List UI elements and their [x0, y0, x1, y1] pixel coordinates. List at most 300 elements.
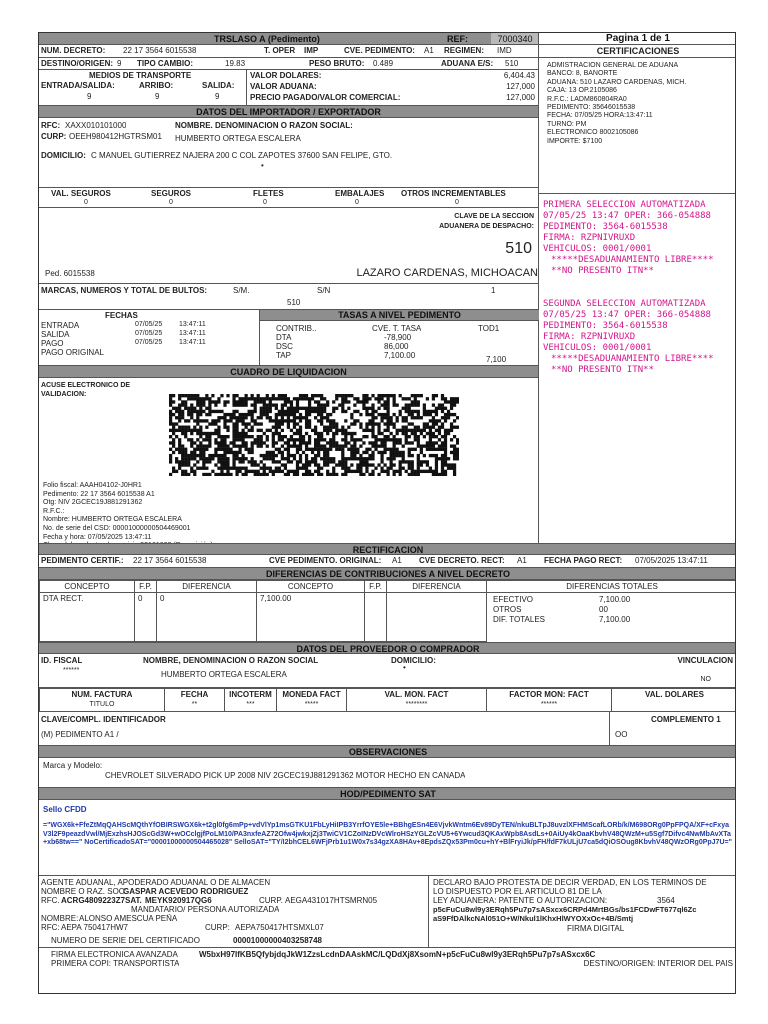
barcode-module: [390, 454, 393, 457]
barcode-module: [284, 441, 287, 444]
barcode-module: [362, 407, 365, 410]
barcode-module: [411, 460, 414, 463]
barcode-module: [205, 457, 208, 460]
barcode-module: [184, 400, 187, 403]
barcode-module: [414, 416, 417, 419]
barcode-module: [320, 467, 323, 470]
barcode-module: [214, 451, 217, 454]
barcode-module: [254, 463, 257, 466]
barcode-module: [426, 397, 429, 400]
barcode-module: [293, 413, 296, 416]
barcode-module: [178, 403, 181, 406]
barcode-module: [223, 441, 226, 444]
barcode-module: [371, 457, 374, 460]
barcode-module: [199, 429, 202, 432]
barcode-module: [296, 397, 299, 400]
barcode-module: [172, 451, 175, 454]
barcode-module: [387, 407, 390, 410]
barcode-module: [377, 407, 380, 410]
barcode-module: [226, 435, 229, 438]
barcode-module: [235, 454, 238, 457]
barcode-module: [242, 429, 245, 432]
barcode-module: [169, 422, 172, 425]
barcode-module: [371, 426, 374, 429]
domicilio-bullet: •: [261, 161, 264, 170]
barcode-module: [223, 457, 226, 460]
barcode-module: [275, 397, 278, 400]
barcode-module: [390, 416, 393, 419]
barcode-module: [199, 403, 202, 406]
barcode-module: [196, 413, 199, 416]
barcode-module: [420, 416, 423, 419]
stamp-line: 07/05/25 13:47 OPER: 366-054888: [543, 310, 711, 320]
barcode-module: [347, 467, 350, 470]
barcode-module: [341, 407, 344, 410]
barcode-module: [353, 444, 356, 447]
barcode-module: [235, 400, 238, 403]
barcode-module: [299, 467, 302, 470]
barcode-module: [205, 467, 208, 470]
barcode-module: [211, 410, 214, 413]
barcode-module: [344, 460, 347, 463]
barcode-module: [441, 467, 444, 470]
barcode-module: [272, 403, 275, 406]
barcode-module: [260, 444, 263, 447]
barcode-module: [371, 435, 374, 438]
barcode-module: [226, 429, 229, 432]
acuse-label: ACUSE ELECTRONICO DE VALIDACION:: [41, 382, 131, 398]
barcode-module: [371, 444, 374, 447]
barcode-module: [232, 397, 235, 400]
barcode-module: [187, 426, 190, 429]
barcode-module: [326, 432, 329, 435]
barcode-module: [444, 454, 447, 457]
barcode-module: [302, 407, 305, 410]
barcode-module: [211, 419, 214, 422]
barcode-module: [172, 400, 175, 403]
peso-bruto-label: PESO BRUTO:: [309, 58, 365, 68]
barcode-module: [453, 403, 456, 406]
barcode-module: [329, 448, 332, 451]
barcode-module: [414, 400, 417, 403]
barcode-module: [344, 400, 347, 403]
barcode-module: [390, 394, 393, 397]
barcode-module: [251, 463, 254, 466]
sat-bar: HOD/PEDIMENTO SAT: [39, 788, 736, 800]
barcode-module: [390, 457, 393, 460]
barcode-module: [287, 454, 290, 457]
barcode-module: [420, 470, 423, 473]
barcode-module: [257, 441, 260, 444]
barcode-module: [278, 448, 281, 451]
barcode-module: [387, 416, 390, 419]
barcode-module: [287, 438, 290, 441]
otros-label: OTROS: [493, 605, 522, 615]
barcode-module: [223, 435, 226, 438]
barcode-module: [435, 435, 438, 438]
barcode-module: [314, 457, 317, 460]
barcode-module: [314, 426, 317, 429]
barcode-module: [220, 454, 223, 457]
barcode-module: [299, 429, 302, 432]
barcode-module: [456, 397, 459, 400]
barcode-module: [423, 407, 426, 410]
barcode-module: [278, 394, 281, 397]
barcode-module: [453, 451, 456, 454]
barcode-module: [438, 444, 441, 447]
barcode-module: [296, 422, 299, 425]
barcode-module: [287, 426, 290, 429]
barcode-module: [320, 444, 323, 447]
barcode-module: [405, 429, 408, 432]
barcode-module: [299, 444, 302, 447]
barcode-module: [281, 470, 284, 473]
fechas-tasas-block: [39, 310, 538, 366]
barcode-module: [368, 413, 371, 416]
barcode-module: [193, 473, 196, 476]
barcode-module: [199, 413, 202, 416]
barcode-module: [299, 413, 302, 416]
razon-value: GASPAR ACEVEDO RODRIGUEZ: [123, 887, 249, 896]
declaro-line: DECLARO BAJO PROTESTA DE DECIR VERDAD, EN LOS TERMINOS DE: [433, 878, 707, 887]
barcode-module: [293, 410, 296, 413]
barcode-module: [290, 410, 293, 413]
barcode-module: [226, 463, 229, 466]
barcode-module: [417, 454, 420, 457]
barcode-module: [365, 410, 368, 413]
barcode-module: [208, 460, 211, 463]
barcode-module: [365, 422, 368, 425]
barcode-module: [178, 451, 181, 454]
barcode-module: [429, 426, 432, 429]
barcode-module: [245, 422, 248, 425]
barcode-module: [350, 470, 353, 473]
barcode-module: [232, 429, 235, 432]
barcode-module: [269, 419, 272, 422]
barcode-module: [408, 397, 411, 400]
barcode-module: [199, 432, 202, 435]
barcode-module: [399, 460, 402, 463]
barcode-module: [408, 407, 411, 410]
barcode-module: [341, 410, 344, 413]
seguros-label: SEGUROS: [151, 189, 192, 198]
barcode-module: [305, 463, 308, 466]
barcode-module: [290, 460, 293, 463]
barcode-module: [199, 400, 202, 403]
valor-aduana-label: VALOR ADUANA:: [250, 82, 317, 91]
barcode-module: [371, 410, 374, 413]
barcode-module: [229, 419, 232, 422]
barcode-module: [190, 457, 193, 460]
barcode-module: [365, 470, 368, 473]
barcode-module: [329, 460, 332, 463]
barcode-module: [393, 457, 396, 460]
barcode-module: [438, 438, 441, 441]
barcode-module: [405, 403, 408, 406]
barcode-module: [396, 454, 399, 457]
barcode-module: [429, 441, 432, 444]
barcode-module: [238, 470, 241, 473]
barcode-module: [441, 426, 444, 429]
barcode-module: [453, 454, 456, 457]
barcode-module: [226, 413, 229, 416]
mandatario-rfc-value: AEPA 750417HW7: [61, 923, 129, 932]
cve-original-label: CVE PEDIMENTO. ORIGINAL:: [269, 556, 382, 566]
stamp-line: PEDIMENTO: 3564-6015538: [543, 222, 668, 232]
barcode-module: [205, 460, 208, 463]
val-seguros-value: 0: [84, 199, 88, 206]
barcode-module: [266, 416, 269, 419]
barcode-module: [377, 426, 380, 429]
barcode-module: [338, 403, 341, 406]
barcode-module: [453, 470, 456, 473]
barcode-module: [266, 467, 269, 470]
barcode-module: [278, 397, 281, 400]
barcode-module: [232, 432, 235, 435]
barcode-module: [175, 435, 178, 438]
barcode-module: [187, 460, 190, 463]
barcode-module: [320, 435, 323, 438]
barcode-module: [251, 435, 254, 438]
certificacion-line: CAJA: 13 OP.2105086: [547, 87, 617, 95]
dif-totales-value: 7,100.00: [599, 615, 631, 625]
barcode-module: [383, 422, 386, 425]
certificacion-line: TURNO: PM: [547, 120, 587, 128]
barcode-module: [402, 467, 405, 470]
barcode-module: [344, 470, 347, 473]
clave-block: [39, 712, 736, 746]
barcode-module: [178, 460, 181, 463]
barcode-module: [305, 407, 308, 410]
barcode-module: [450, 463, 453, 466]
barcode-module: [275, 407, 278, 410]
barcode-module: [444, 451, 447, 454]
barcode-module: [214, 400, 217, 403]
barcode-module: [235, 426, 238, 429]
fecha-value: **: [191, 701, 198, 708]
barcode-module: [435, 429, 438, 432]
barcode-module: [178, 426, 181, 429]
barcode-module: [390, 432, 393, 435]
barcode-module: [402, 416, 405, 419]
barcode-module: [217, 397, 220, 400]
barcode-module: [435, 470, 438, 473]
barcode-module: [387, 397, 390, 400]
otros-value: 00: [599, 605, 608, 615]
barcode-module: [359, 413, 362, 416]
barcode-module: [278, 470, 281, 473]
fechas-title: FECHAS: [105, 311, 138, 320]
barcode-module: [284, 413, 287, 416]
barcode-module: [380, 451, 383, 454]
barcode-module: [193, 441, 196, 444]
moneda-label: MONEDA FACT: [282, 690, 341, 699]
barcode-module: [202, 451, 205, 454]
barcode-module: [208, 413, 211, 416]
clave-seccion-label: CLAVE DE LA SECCION ADUANERA DE DESPACHO:: [439, 213, 534, 230]
barcode-module: [344, 457, 347, 460]
barcode-module: [317, 441, 320, 444]
barcode-module: [266, 403, 269, 406]
barcode-module: [314, 454, 317, 457]
barcode-module: [377, 422, 380, 425]
barcode-module: [368, 454, 371, 457]
barcode-module: [429, 413, 432, 416]
barcode-module: [350, 457, 353, 460]
barcode-module: [184, 460, 187, 463]
barcode-module: [368, 473, 371, 476]
barcode-module: [248, 422, 251, 425]
barcode-module: [314, 444, 317, 447]
barcode-module: [447, 413, 450, 416]
barcode-module: [329, 426, 332, 429]
barcode-module: [217, 444, 220, 447]
mandatario-curp-label: CURP:: [205, 923, 230, 932]
barcode-module: [308, 410, 311, 413]
barcode-module: [245, 470, 248, 473]
barcode-module: [226, 400, 229, 403]
barcode-module: [245, 397, 248, 400]
barcode-module: [196, 438, 199, 441]
barcode-module: [238, 467, 241, 470]
barcode-module: [344, 397, 347, 400]
firma-avanzada-block: [39, 948, 736, 970]
barcode-module: [278, 422, 281, 425]
barcode-module: [199, 397, 202, 400]
barcode-module: [453, 426, 456, 429]
barcode-module: [305, 394, 308, 397]
barcode-module: [220, 435, 223, 438]
barcode-module: [426, 441, 429, 444]
barcode-module: [208, 403, 211, 406]
barcode-module: [450, 403, 453, 406]
barcode-module: [311, 457, 314, 460]
barcode-module: [211, 400, 214, 403]
barcode-module: [187, 397, 190, 400]
barcode-module: [299, 426, 302, 429]
barcode-module: [181, 473, 184, 476]
barcode-module: [281, 435, 284, 438]
barcode-module: [435, 460, 438, 463]
barcode-module: [232, 403, 235, 406]
barcode-module: [290, 403, 293, 406]
barcode-module: [347, 432, 350, 435]
barcode-module: [420, 451, 423, 454]
barcode-module: [281, 416, 284, 419]
barcode-module: [326, 413, 329, 416]
folio-line: Otg: NIV 2GCEC19J881291362: [43, 499, 143, 507]
barcode-module: [450, 438, 453, 441]
stamp-line: FIRMA: RZPNIVRUXD: [543, 332, 636, 342]
decreto-row: [39, 45, 538, 58]
barcode-module: [396, 441, 399, 444]
certificacion-line: BANCO: 8, BANORTE: [547, 70, 618, 78]
barcode-module: [429, 454, 432, 457]
barcode-module: [202, 397, 205, 400]
marcas-sn: S/N: [317, 286, 331, 295]
barcode-module: [383, 470, 386, 473]
rfc-value: XAXX010101000: [65, 121, 127, 130]
barcode-module: [456, 454, 459, 457]
barcode-module: [214, 429, 217, 432]
barcode-module: [441, 444, 444, 447]
barcode-module: [242, 460, 245, 463]
barcode-module: [338, 448, 341, 451]
barcode-module: [220, 463, 223, 466]
destino-value: 9: [117, 58, 122, 68]
barcode-module: [380, 457, 383, 460]
barcode-module: [390, 419, 393, 422]
barcode-module: [254, 403, 257, 406]
barcode-module: [178, 441, 181, 444]
barcode-module: [329, 422, 332, 425]
barcode-module: [223, 467, 226, 470]
cve-tasa-label: CVE. T. TASA: [372, 324, 422, 333]
barcode-module: [202, 473, 205, 476]
stamp-line: PRIMERA SELECCION AUTOMATIZADA: [543, 200, 706, 210]
barcode-module: [199, 410, 202, 413]
barcode-module: [287, 413, 290, 416]
barcode-module: [266, 473, 269, 476]
observaciones-bar: OBSERVACIONES: [39, 746, 736, 758]
barcode-module: [441, 448, 444, 451]
barcode-module: [447, 467, 450, 470]
barcode-module: [242, 400, 245, 403]
barcode-module: [266, 410, 269, 413]
barcode-module: [383, 438, 386, 441]
barcode-module: [238, 457, 241, 460]
barcode-module: [296, 448, 299, 451]
curp-label: CURP:: [41, 132, 67, 141]
barcode-module: [251, 448, 254, 451]
barcode-module: [202, 419, 205, 422]
dif-h-diferencia-2: DIFERENCIA: [387, 581, 487, 593]
barcode-module: [456, 451, 459, 454]
barcode-module: [335, 394, 338, 397]
barcode-module: [411, 473, 414, 476]
barcode-module: [320, 407, 323, 410]
tod-label: TOD1: [478, 324, 500, 333]
barcode-module: [347, 426, 350, 429]
barcode-module: [293, 416, 296, 419]
barcode-module: [287, 422, 290, 425]
barcode-module: [338, 444, 341, 447]
barcode-module: [417, 444, 420, 447]
barcode-module: [326, 463, 329, 466]
barcode-module: [184, 432, 187, 435]
barcode-module: [350, 454, 353, 457]
barcode-module: [284, 400, 287, 403]
barcode-module: [320, 422, 323, 425]
barcode-module: [438, 448, 441, 451]
barcode-module: [362, 400, 365, 403]
barcode-module: [383, 451, 386, 454]
barcode-module: [272, 435, 275, 438]
barcode-module: [435, 413, 438, 416]
barcode-module: [278, 413, 281, 416]
barcode-module: [214, 403, 217, 406]
proveedor-nombre-label: NOMBRE, DENOMINACION O RAZON SOCIAL: [143, 656, 319, 665]
barcode-module: [308, 441, 311, 444]
dif-diferencia-2: [387, 593, 487, 642]
barcode-module: [217, 457, 220, 460]
barcode-module: [393, 448, 396, 451]
barcode-module: [242, 419, 245, 422]
barcode-module: [296, 451, 299, 454]
barcode-module: [208, 441, 211, 444]
fecha-label: SALIDA: [41, 330, 70, 339]
barcode-module: [308, 438, 311, 441]
